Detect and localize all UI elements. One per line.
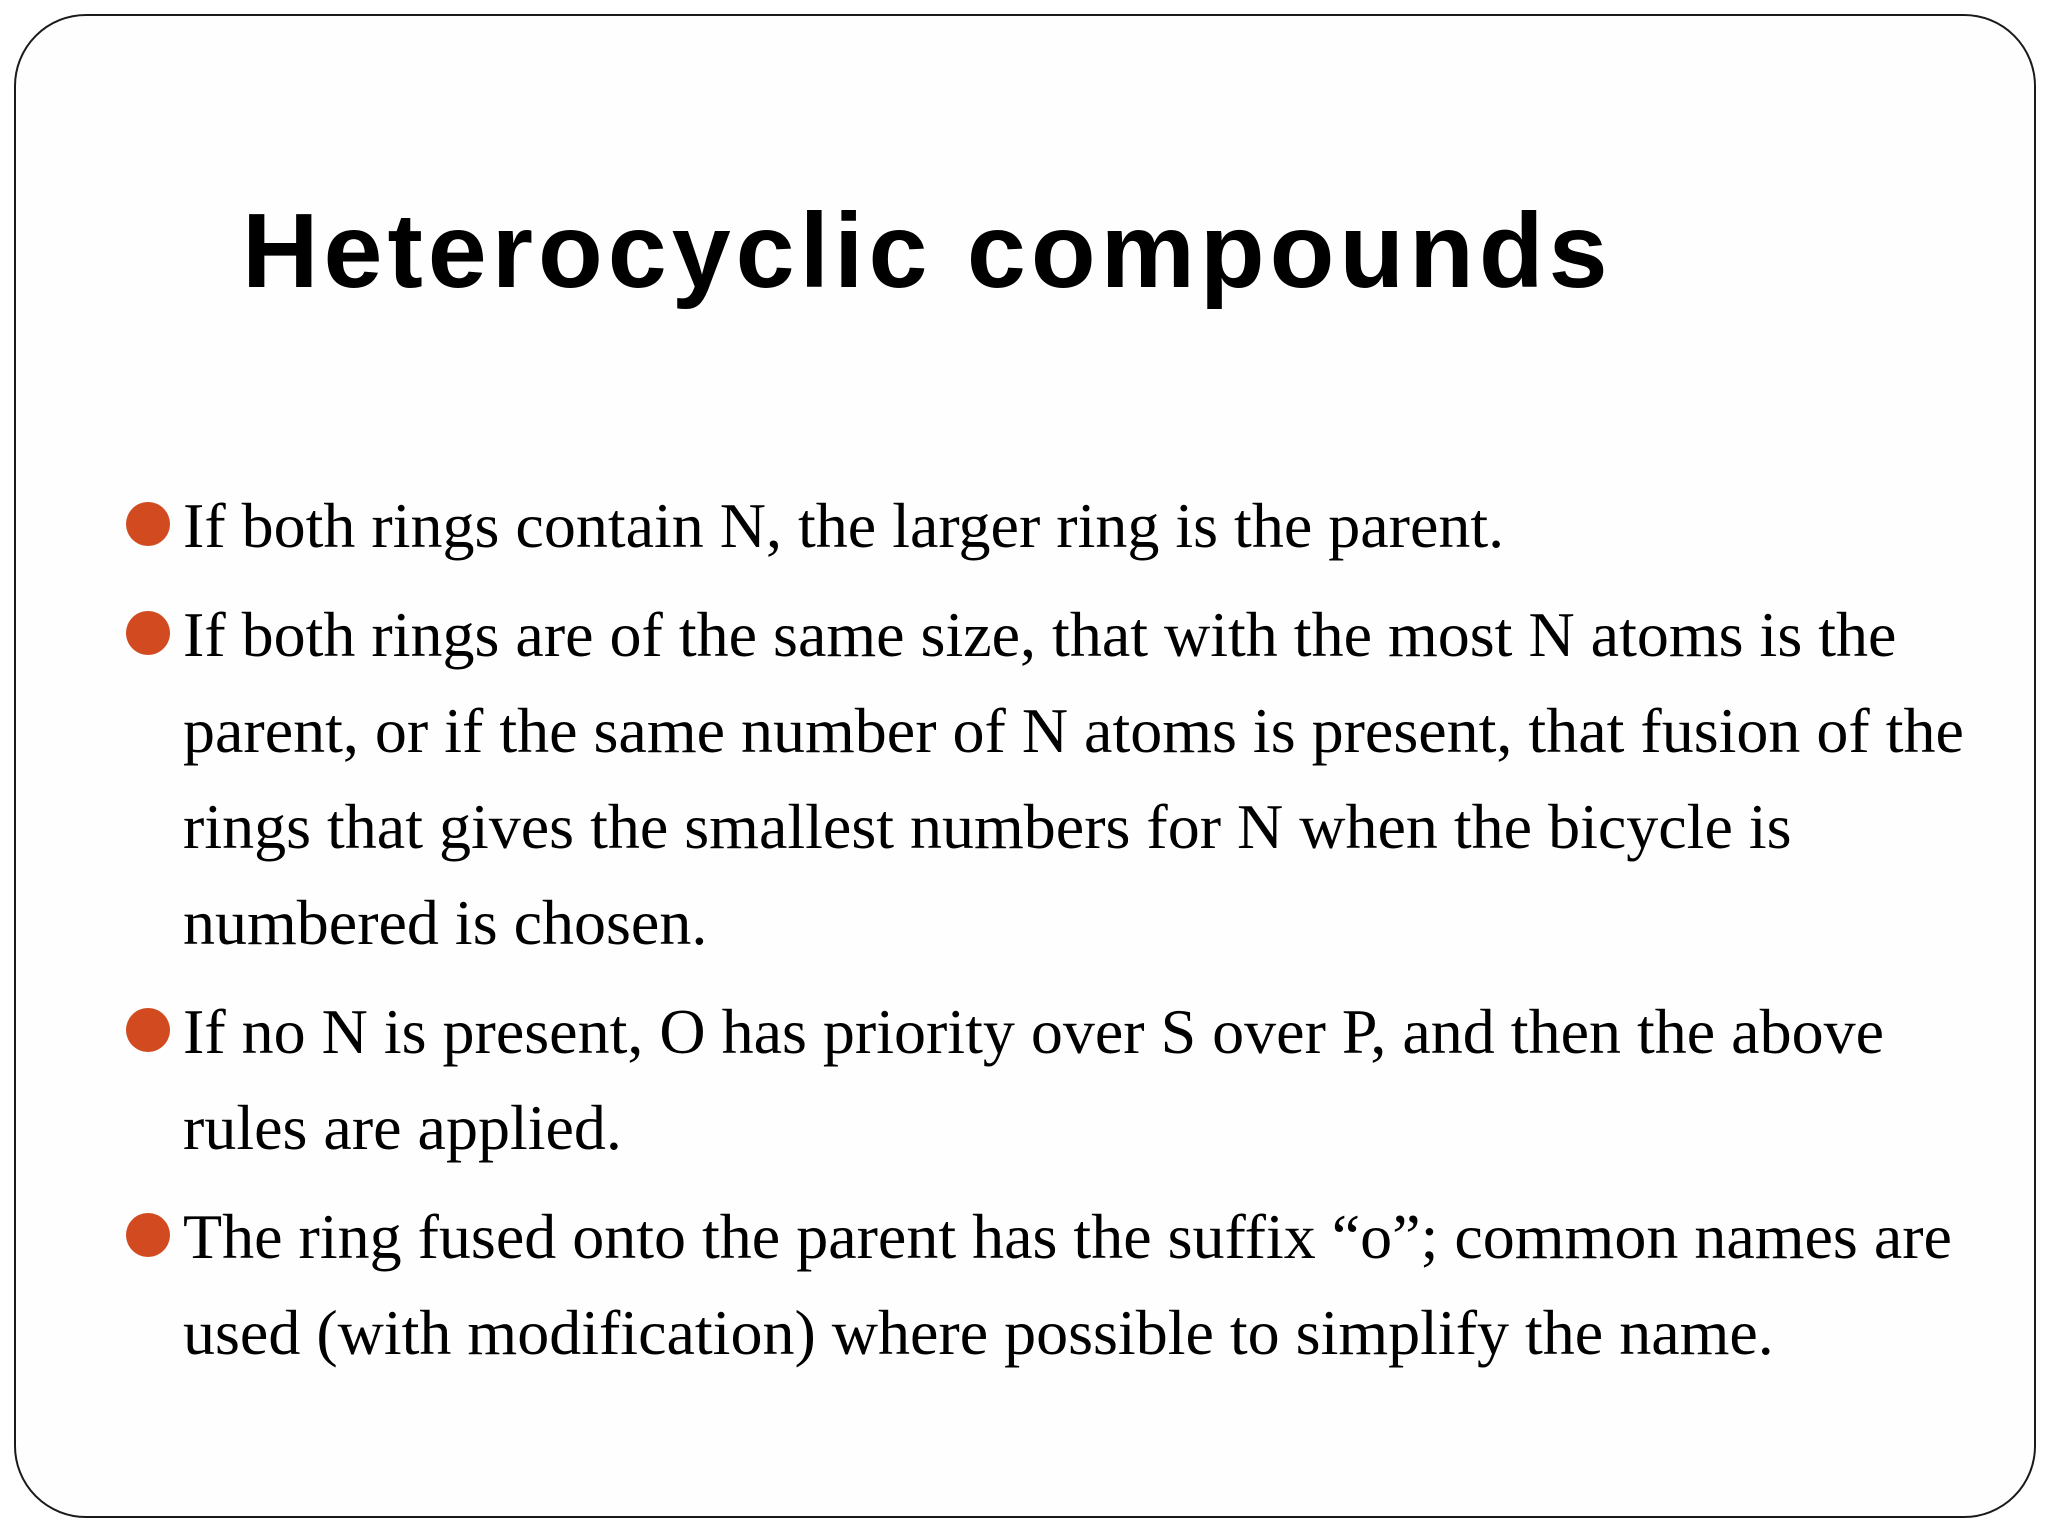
bullet-dot-icon <box>126 1008 170 1052</box>
bullet-text: If both rings are of the same size, that with the most N atoms is the parent, or if the same number of N atoms is present, that fusion of the rings that gives the smallest numbers for N when the bicycle is numbered is chosen. <box>183 599 1964 958</box>
bullet-dot-icon <box>126 611 170 655</box>
bullet-list <box>126 478 1986 1394</box>
bullet-text: If both rings contain N, the larger ring is the parent. <box>183 490 1505 561</box>
bullet-text: The ring fused onto the parent has the suffix “o”; common names are used (with modification) where possible to simplify the name. <box>183 1201 1952 1368</box>
bullet-dot-icon <box>126 1213 170 1257</box>
slide-title: Heterocyclic compounds <box>242 192 1613 310</box>
bullet-text: If no N is present, O has priority over S over P, and then the above rules are applied. <box>183 996 1884 1163</box>
bullet-item <box>126 478 1986 574</box>
bullet-item <box>126 1189 1986 1381</box>
slide-frame <box>14 14 2036 1518</box>
bullet-item <box>126 984 1986 1176</box>
bullet-item <box>126 587 1986 971</box>
bullet-dot-icon <box>126 502 170 546</box>
